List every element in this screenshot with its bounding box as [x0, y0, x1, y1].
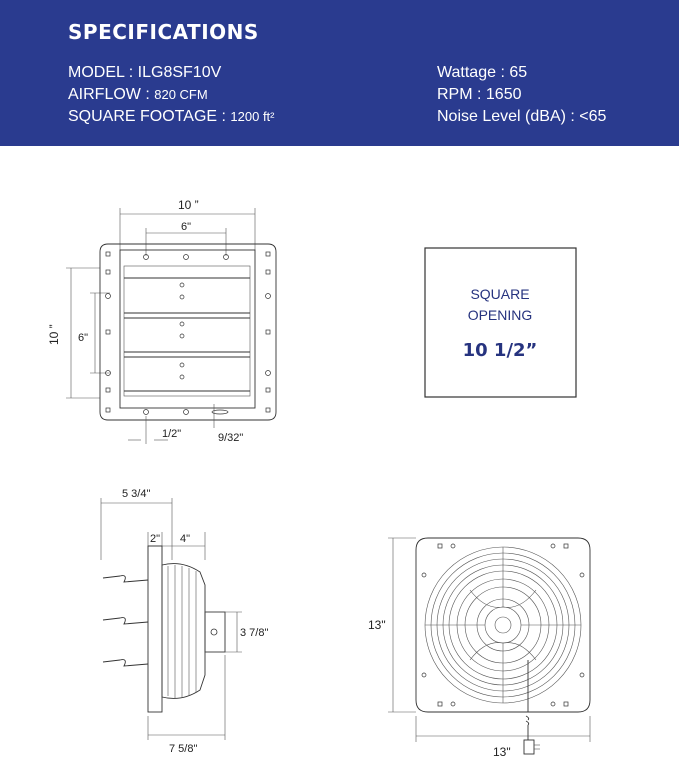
rear-view-drawing [368, 538, 590, 759]
front-width-outer-label: 10 ” [178, 198, 199, 212]
rear-width-label: 13" [493, 745, 511, 759]
front-offset-left-label: 1/2" [162, 428, 182, 440]
side-overall-depth-label: 7 5/8" [169, 743, 198, 755]
rear-height-label: 13" [368, 618, 386, 632]
opening-size: 10 1/2” [462, 340, 538, 361]
front-height-inner-label: 6" [78, 332, 89, 344]
model-value: ILG8SF10V [137, 64, 222, 81]
front-height-outer-label: 10 ” [47, 324, 61, 345]
opening-line1: SQUARE [470, 286, 530, 302]
side-motor-height-label: 3 7/8" [240, 627, 269, 639]
front-offset-bottom-label: 9/32" [218, 432, 244, 444]
side-depth-b-label: 4" [180, 533, 191, 545]
side-view-drawing [101, 488, 268, 755]
noise-level-spec: Noise Level (dBA) : <65 [437, 108, 607, 125]
airflow-label: AIRFLOW : [68, 86, 150, 103]
opening-line2: OPENING [467, 307, 533, 323]
square-footage-value: 1200 ft² [230, 109, 275, 124]
rpm-spec: RPM : 1650 [437, 86, 522, 103]
side-depth-a-label: 2" [150, 533, 161, 545]
airflow-value: 820 CFM [154, 87, 208, 102]
side-depth-total-label: 5 3/4" [122, 488, 151, 500]
wattage-spec: Wattage : 65 [437, 64, 528, 81]
front-view-drawing [47, 198, 276, 444]
model-label: MODEL : [68, 64, 134, 81]
square-footage-label: SQUARE FOOTAGE : [68, 108, 226, 125]
front-width-inner-label: 6" [181, 221, 192, 233]
square-opening-box [425, 248, 576, 397]
specifications-title: SPECIFICATIONS [68, 20, 259, 44]
